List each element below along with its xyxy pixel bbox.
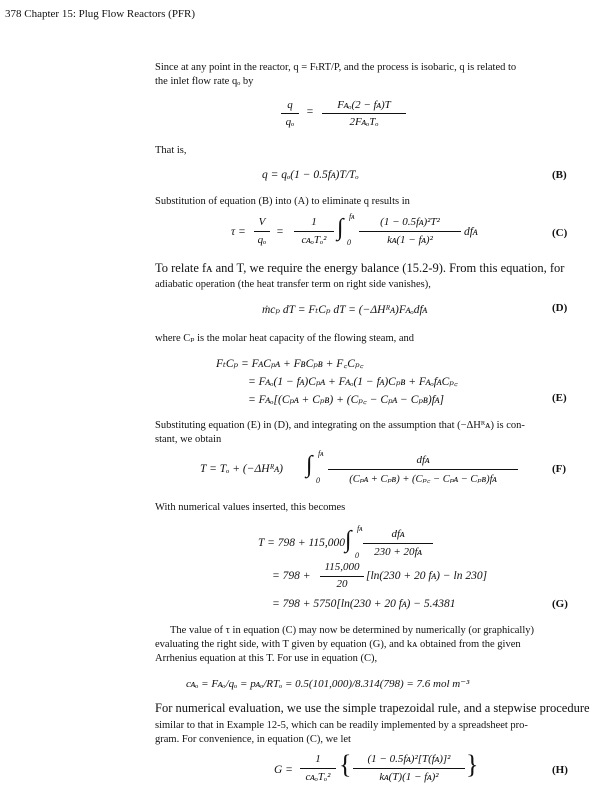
- para-7-line-1: The value of τ in equation (C) may now be determined by numerically (or graphically): [170, 625, 535, 636]
- para-1-line-1: Since at any point in the reactor, q = FₜRT/P, and the process is isobaric, q is related to: [155, 62, 517, 73]
- eq-h-f2-num: (1 − 0.5fᴀ)²[T(fᴀ)]²: [367, 753, 451, 765]
- eq-c-f1-bar: [254, 231, 270, 232]
- eq-c-f3-num: (1 − 0.5fᴀ)²T²: [380, 216, 440, 228]
- eq-c-f2-den: cᴀₒTₒ²: [301, 234, 327, 246]
- equation-b: q = qₒ(1 − 0.5fᴀ)T/Tₒ: [262, 169, 359, 181]
- eq-g-l2-num: 115,000: [324, 561, 360, 573]
- eq-f-upper-limit: fᴀ: [318, 449, 324, 458]
- eq-f-numerator: dfᴀ: [416, 454, 430, 466]
- eq-c-f3-den: kᴀ(1 − fᴀ)²: [387, 234, 433, 246]
- eq-c-upper-limit: fᴀ: [349, 212, 355, 221]
- ratio-rhs-bar: [322, 113, 406, 114]
- eq-g-l1-num: dfᴀ: [391, 528, 405, 540]
- ratio-rhs-denominator: 2FᴀₒTₒ: [349, 116, 379, 128]
- equation-f-label: (F): [552, 463, 567, 475]
- eq-c-tau: τ =: [231, 226, 246, 238]
- ratio-rhs-numerator: Fᴀₒ(2 − fᴀ)T: [337, 99, 391, 111]
- para-4: where Cₚ is the molar heat capacity of the flowing steam, and: [155, 333, 415, 344]
- page-header: 378 Chapter 15: Plug Flow Reactors (PFR): [5, 8, 196, 20]
- eq-h-f1-den: cᴀₒTₒ²: [305, 771, 331, 783]
- eq-f-bar: [328, 469, 518, 470]
- eq-h-f1-num: 1: [315, 753, 321, 765]
- para-8-line-3: gram. For convenience, in equation (C), we let: [155, 734, 351, 745]
- para-8-line-1: For numerical evaluation, we use the simple trapezoidal rule, and a stepwise procedure: [155, 701, 590, 715]
- eq-f-lhs: T = Tₒ + (−ΔHᴿᴀ): [200, 463, 283, 475]
- eq-g-line-1-lhs: T = 798 + 115,000: [258, 537, 345, 549]
- equation-d-label: (D): [552, 302, 568, 314]
- eq-c-differential: dfᴀ: [464, 226, 478, 238]
- equation-e-line-2: = Fᴀₒ(1 − fᴀ)Cₚᴀ + Fᴀₒ(1 − fᴀ)Cₚʙ + FᴀₒfᴀCₚ꜀: [248, 376, 458, 388]
- eq-h-left-brace: {: [339, 750, 352, 779]
- eq-g-l1-bar: [363, 543, 433, 544]
- equation-g-label: (G): [552, 598, 568, 610]
- eq-c-f1-den: qₒ: [257, 234, 267, 246]
- ratio-equals: =: [306, 106, 314, 118]
- eq-h-f2-bar: [353, 768, 465, 769]
- para-2: Substitution of equation (B) into (A) to eliminate q results in: [155, 196, 410, 207]
- that-is-text: That is,: [155, 145, 187, 156]
- eq-h-f1-bar: [300, 768, 336, 769]
- eq-g-l2-bar: [320, 576, 364, 577]
- eq-h-lhs: G =: [274, 764, 293, 776]
- para-5-line-2: stant, we obtain: [155, 434, 222, 445]
- eq-f-denominator: (Cₚᴀ + Cₚʙ) + (Cₚ꜀ − Cₚᴀ − Cₚʙ)fᴀ: [349, 474, 497, 485]
- para-6: With numerical values inserted, this becomes: [155, 502, 346, 513]
- eq-c-lower-limit: 0: [347, 238, 351, 247]
- eq-g-l2-den: 20: [336, 578, 348, 590]
- equation-e-line-3: = Fᴀₒ[(Cₚᴀ + Cₚʙ) + (Cₚ꜀ − Cₚᴀ − Cₚʙ)fᴀ]: [248, 394, 444, 406]
- ratio-lhs-numerator: q: [287, 99, 293, 111]
- eq-h-f2-den: kᴀ(T)(1 − fᴀ)²: [379, 771, 439, 783]
- eq-g-line-2-post: [ln(230 + 20 fᴀ) − ln 230]: [366, 570, 488, 582]
- eq-g-line-3: = 798 + 5750[ln(230 + 20 fᴀ) − 5.4381: [272, 598, 456, 610]
- eq-c-f1-num: V: [258, 216, 266, 228]
- eq-c-f2-num: 1: [311, 216, 317, 228]
- equation-e-label: (E): [552, 392, 567, 404]
- equation-d: ṁcₚ dT = FₜCₚ dT = (−ΔHᴿᴀ)Fᴀₒdfᴀ: [262, 304, 428, 316]
- para-1-line-2: the inlet flow rate qₒ by: [155, 76, 254, 87]
- para-3-line-1: To relate fᴀ and T, we require the energy balance (15.2-9). From this equation, for: [155, 261, 565, 275]
- eq-g-lower-limit: 0: [355, 551, 359, 560]
- equation-b-label: (B): [552, 169, 567, 181]
- para-3-line-2: adiabatic operation (the heat transfer term on right side vanishes),: [155, 279, 431, 290]
- para-8-line-2: similar to that in Example 12-5, which can be readily implemented by a spreadsheet pro-: [155, 720, 528, 731]
- para-5-line-1: Substituting equation (E) in (D), and integrating on the assumption that (−ΔHᴿᴀ) is con-: [155, 420, 525, 431]
- eq-g-l1-den: 230 + 20fᴀ: [374, 546, 422, 558]
- eq-c-f3-bar: [359, 231, 461, 232]
- eq-g-integral-sign: ∫: [345, 527, 352, 553]
- para-7-line-2: evaluating the right side, with T given by equation (G), and kᴀ obtained from the given: [155, 639, 521, 650]
- para-7-line-3: Arrhenius equation at this T. For use in equation (C),: [155, 653, 378, 664]
- equation-h-label: (H): [552, 764, 568, 776]
- eq-c-equals: =: [276, 226, 284, 238]
- eq-c-integral-sign: ∫: [337, 215, 344, 241]
- eq-f-lower-limit: 0: [316, 476, 320, 485]
- eq-h-right-brace: }: [466, 750, 479, 779]
- eq-f-integral-sign: ∫: [306, 452, 313, 478]
- eq-c-f2-bar: [294, 231, 334, 232]
- eq-g-line-2-pre: = 798 +: [272, 570, 311, 582]
- equation-c-label: (C): [552, 227, 568, 239]
- ratio-lhs-bar: [281, 113, 299, 114]
- ratio-lhs-denominator: qₒ: [285, 116, 295, 128]
- equation-e-line-1: FₜCₚ = FᴀCₚᴀ + FʙCₚʙ + F꜀Cₚ꜀: [216, 358, 364, 370]
- equation-cao: cᴀₒ = Fᴀₒ/qₒ = pᴀₒ/RTₒ = 0.5(101,000)/8.314(798) = 7.6 mol m⁻³: [186, 678, 470, 690]
- eq-g-upper-limit: fᴀ: [357, 524, 363, 533]
